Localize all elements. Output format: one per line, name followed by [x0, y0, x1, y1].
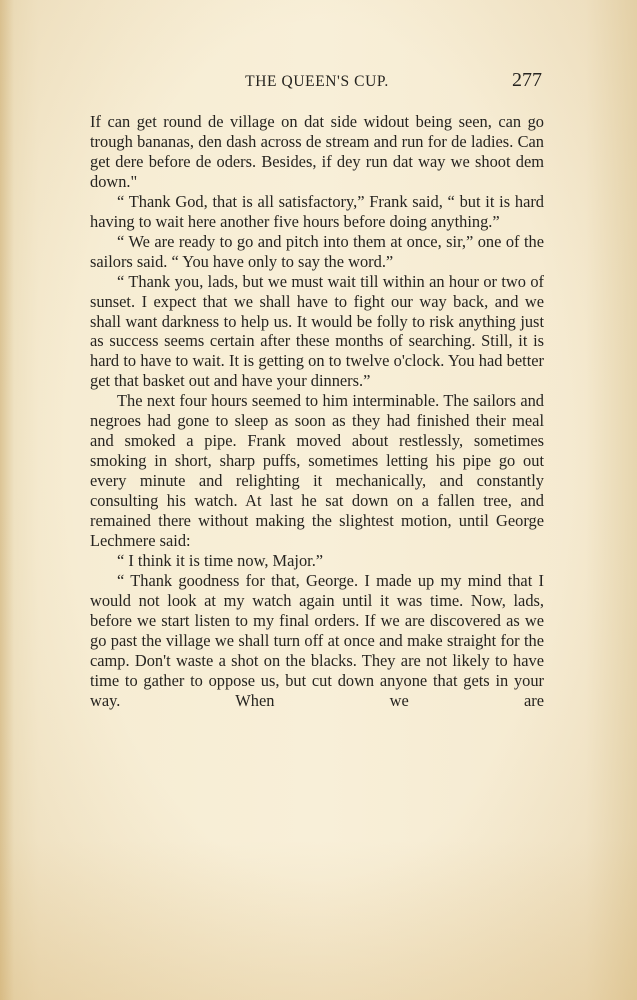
paragraph: “ Thank you, lads, but we must wait till within an hour or two of sunset. I expect that we shall have to fight our way back, and we shall want darkness to help us. It would be folly to risk anything just as success seems certain after these months of searching. Still, it is hard to have to wait. It is getting on to twelve o'clock. You had better get that basket out and have your dinners.”	[90, 271, 544, 391]
paragraph: The next four hours seemed to him interminable. The sailors and negroes had gone to sleep as soon as they had finished their meal and smoked a pipe. Frank moved about restlessly, sometimes smoking in short, sharp puffs, sometimes letting his pipe go out every minute and relighting it mechanically, and constantly consulting his watch. At last he sat down on a fallen tree, and remained there without making the slightest motion, until George Lechmere said:	[90, 391, 544, 551]
paragraph: “ Thank God, that is all satisfactory,” Frank said, “ but it is hard having to wait here another five hours before doing anything.”	[90, 191, 544, 231]
page-header	[90, 69, 544, 99]
paragraph: “ Thank goodness for that, George. I made up my mind that I would not look at my watch again until it was time. Now, lads, before we start listen to my final orders. If we are discovered as we go past the village we shall turn off at once and make straight for the camp. Don't waste a shot on the blacks. They are not likely to have time to gather to oppose us, but cut down anyone that gets in your way. When we are	[90, 570, 544, 710]
paragraph: “ We are ready to go and pitch into them at once, sir,” one of the sailors said. “ You have only to say the word.”	[90, 231, 544, 271]
paragraph: If can get round de village on dat side widout being seen, can go trough bananas, den dash across de stream and run for de ladies. Can get dere before de oders. Besides, if dey run dat way we shoot dem down."	[90, 112, 544, 191]
page-number: 277	[512, 69, 542, 91]
paragraph: “ I think it is time now, Major.”	[117, 550, 324, 570]
body-text	[90, 112, 544, 711]
running-title: THE QUEEN'S CUP.	[245, 73, 389, 90]
